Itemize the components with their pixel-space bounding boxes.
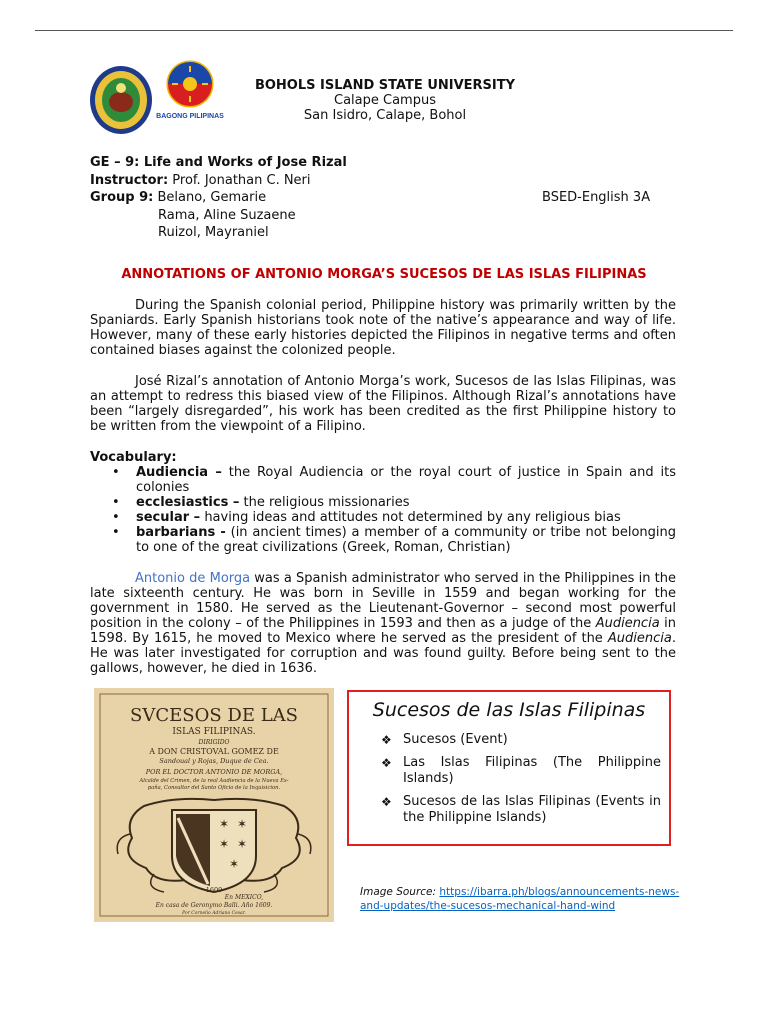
paragraph-intro <box>90 298 676 358</box>
book-text-line: paña, Consultor del Santo Oficio de la Inquisicion. <box>147 785 281 791</box>
vocabulary-list <box>90 465 676 555</box>
paragraph-text: José Rizal’s annotation of Antonio Morga’s work, Sucesos de las Islas Filipinas, was an attempt to redress this biased view of the Filipinos. Although Rizal’s annotations have been “largely disregarded”, his work has been credited as the first Philippine history to be written from the viewpoint of a Filipino. <box>90 374 676 434</box>
svg-text:✶: ✶ <box>228 857 240 871</box>
image-source-link[interactable]: https://ibarra.ph/blogs/announcements-news-and-updates/the-sucesos-mechanical-hand-wind <box>360 886 680 912</box>
vocabulary-item <box>90 525 676 555</box>
image-source-label: Image Source: <box>360 886 437 898</box>
instructor-label: Instructor: <box>90 172 169 188</box>
instructor-name: Prof. Jonathan C. Neri <box>168 172 311 188</box>
vocabulary-section <box>90 450 676 555</box>
vocabulary-definition: (in ancient times) a member of a community or tribe not belonging to one of the great civilizations (Greek, Roman, Christian) <box>136 525 676 555</box>
book-text-line: A DON CRISTOVAL GOMEZ DE <box>149 747 279 756</box>
document-title: ANNOTATIONS OF ANTONIO MORGA’S SUCESOS DE LAS ISLAS FILIPINAS <box>121 267 647 282</box>
vocabulary-heading: Vocabulary: <box>90 450 177 465</box>
vocabulary-item <box>90 495 676 510</box>
campus-address: San Isidro, Calape, Bohol <box>303 108 467 123</box>
image-source <box>360 885 680 913</box>
box-item-text: Sucesos (Event) <box>403 732 508 747</box>
book-title-line: ISLAS FILIPINAS. <box>172 727 256 737</box>
book-text-line: Sandoual y Rojas, Duque de Cea. <box>159 757 269 765</box>
university-header <box>200 78 570 123</box>
book-text-line: Por Cornelio Adriano Cesar. <box>182 911 246 916</box>
book-title-line: SVCESOS DE LAS <box>130 705 298 726</box>
sucesos-box <box>347 690 671 846</box>
group-label: Group 9: <box>90 190 154 205</box>
course-info <box>90 154 690 242</box>
book-cover-illustration <box>94 688 334 922</box>
course-title: GE – 9: Life and Works of Jose Rizal <box>90 155 347 170</box>
book-text-line: En casa de Geronymo Balli. Año 1609. <box>155 902 273 909</box>
bullet-icon: • <box>112 465 120 480</box>
diamond-bullet-icon: ❖ <box>381 733 392 747</box>
book-text-line: Alcalde del Crimen, de la real Audiencia de la Nueva Es- <box>139 778 289 784</box>
vocabulary-item <box>90 465 676 495</box>
svg-text:✶: ✶ <box>236 837 248 851</box>
book-text-line: POR EL DOCTOR ANTONIO DE MORGA, <box>145 768 283 776</box>
logo-text: BAGONG PILIPINAS <box>156 113 224 120</box>
book-text-line: DIRIGIDO <box>198 739 230 746</box>
box-item <box>349 755 669 787</box>
svg-text:✶: ✶ <box>236 817 248 831</box>
bullet-icon: • <box>112 525 120 540</box>
university-seal-icon <box>88 64 154 136</box>
bullet-icon: • <box>112 495 120 510</box>
paragraph-text: During the Spanish colonial period, Philippine history was primarily written by the Spaniards. Early Spanish historians took note of the native’s appearance and way of life. However, many of these early histories depicted the Filipinos in negative terms and often contained biases against the colonized people. <box>90 298 676 358</box>
paragraph-text: was a Spanish administrator who served in the Philippines in the late sixteenth century. He was born in Seville in 1559 and began working for the government in 1580. He served as the Lieutenant-Governor – second most powerful position in the colony – of the Philippines in 1593 and then as a judge of the <box>90 571 676 631</box>
paragraph-rizal <box>90 374 676 434</box>
book-text-line: En MEXICO, <box>224 894 264 901</box>
box-item-text: Las Islas Filipinas (The Philippine Islands) <box>403 755 661 786</box>
vocabulary-definition: the religious missionaries <box>239 495 410 510</box>
svg-text:✶: ✶ <box>218 837 230 851</box>
audiencia-term: Audiencia <box>607 631 672 646</box>
diamond-bullet-icon: ❖ <box>381 756 392 770</box>
vocabulary-term: secular – <box>136 510 201 525</box>
box-list <box>349 732 669 826</box>
book-year: 1609 <box>205 886 223 894</box>
vocabulary-definition: having ideas and attitudes not determined by any religious bias <box>200 510 621 525</box>
paragraph-morga <box>90 571 676 676</box>
bullet-icon: • <box>112 510 120 525</box>
box-title: Sucesos de las Islas Filipinas <box>372 699 646 721</box>
vocabulary-definition: the Royal Audiencia or the royal court of justice in Spain and its colonies <box>136 465 676 495</box>
audiencia-term: Audiencia <box>595 616 660 631</box>
section-name: BSED-English 3A <box>542 190 651 205</box>
vocabulary-term: barbarians - <box>136 525 226 540</box>
svg-text:✶: ✶ <box>218 817 230 831</box>
campus-name: Calape Campus <box>334 93 436 108</box>
morga-name: Antonio de Morga <box>135 571 251 586</box>
box-item <box>349 732 669 748</box>
university-name: BOHOLS ISLAND STATE UNIVERSITY <box>254 78 516 93</box>
paragraph-text: in 1598. By 1615, he moved to Mexico where he served as the president of the <box>90 616 677 646</box>
vocabulary-term: ecclesiastics – <box>136 495 240 510</box>
group-member: Ruizol, Mayraniel <box>158 225 269 240</box>
vocabulary-term: Audiencia – <box>136 465 222 480</box>
vocabulary-item <box>90 510 676 525</box>
box-item <box>349 794 669 826</box>
group-member: Belano, Gemarie <box>153 190 267 205</box>
book-cover-image <box>94 688 334 922</box>
group-member: Rama, Aline Suzaene <box>158 207 296 223</box>
diamond-bullet-icon: ❖ <box>381 795 392 809</box>
box-item-text: Sucesos de las Islas Filipinas (Events in the Philippine Islands) <box>403 794 661 825</box>
paragraph-text: . He was later investigated for corruption and was found guilty. Before being sent to the gallows, however, he died in 1636. <box>90 631 676 676</box>
top-rule <box>35 30 733 31</box>
